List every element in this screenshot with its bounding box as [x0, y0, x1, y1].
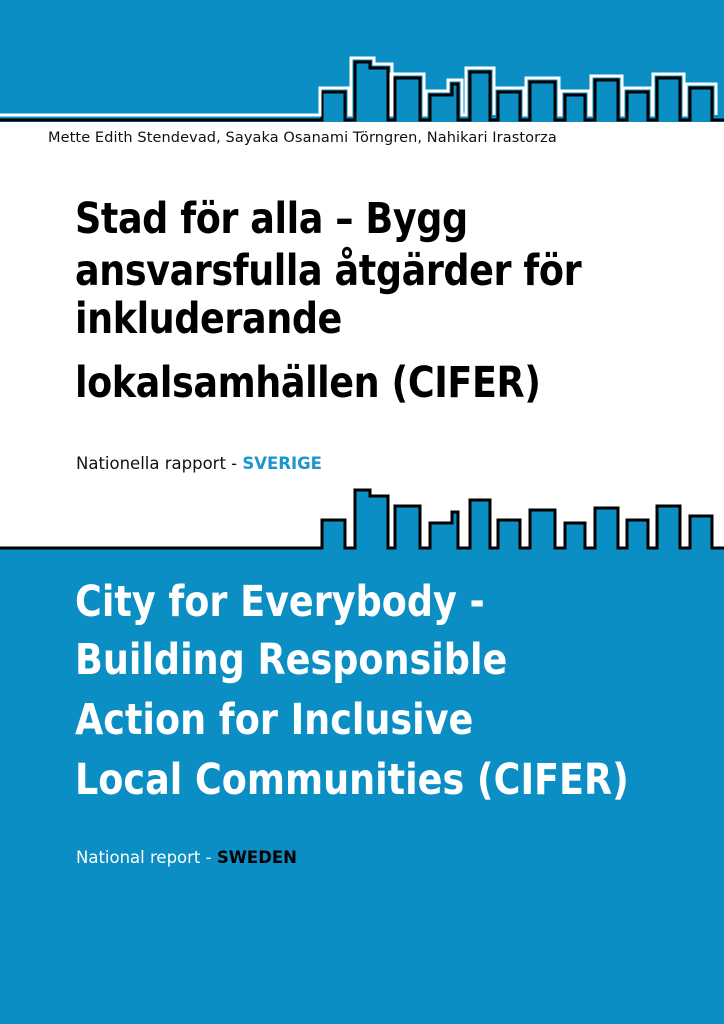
swedish-report-label [76, 454, 322, 473]
english-title-line-1: City for Everybody - [75, 577, 485, 627]
swedish-country-name: SVERIGE [242, 454, 322, 473]
swedish-title-line-2: ansvarsfulla åtgärder för [75, 246, 582, 296]
swedish-title-line-3: inkluderande [75, 294, 342, 344]
english-title-line-2: Building Responsible [75, 635, 508, 685]
skyline-top-decoration [0, 0, 724, 130]
english-title-line-3: Action for Inclusive [75, 695, 474, 745]
english-title-line-4: Local Communities (CIFER) [75, 755, 629, 805]
swedish-title-line-4: lokalsamhällen (CIFER) [75, 358, 541, 408]
english-country-name: SWEDEN [216, 848, 297, 867]
swedish-title-line-1: Stad för alla – Bygg [75, 194, 468, 244]
english-report-prefix: National report - [76, 848, 217, 867]
authors-line: Mette Edith Stendevad, Sayaka Osanami Törngren, Nahikari Irastorza [48, 130, 557, 146]
skyline-middle-decoration [0, 470, 724, 560]
english-report-label [76, 848, 297, 867]
swedish-report-prefix: Nationella rapport - [76, 454, 243, 473]
